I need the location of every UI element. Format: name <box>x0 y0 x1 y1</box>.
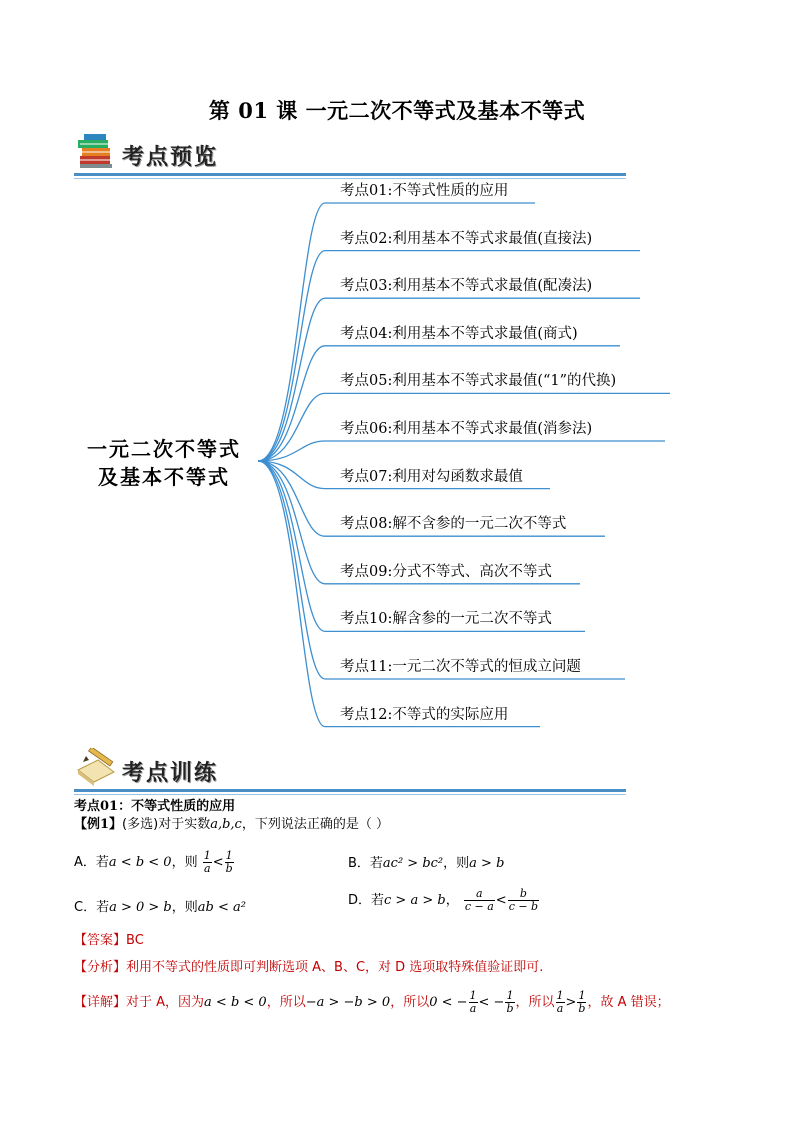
mindmap-branch <box>258 461 585 631</box>
mindmap-item: 考点08:解不含参的一元二次不等式 <box>340 516 567 533</box>
answer-line <box>74 932 144 950</box>
mindmap-item: 考点12:不等式的实际应用 <box>340 706 509 723</box>
option-b: B．若ac² > bc²，则a > b <box>348 856 505 871</box>
mindmap-item: 考点09:分式不等式、高次不等式 <box>340 563 552 580</box>
example-stem-post: ，下列说法正确的是（ ） <box>241 817 389 832</box>
option-c: C．若a > 0 > b，则ab < a² <box>74 900 246 915</box>
analysis-line <box>74 959 543 977</box>
option-a: A．若a < b < 0，则 $\frac{1}{a}$ < $\frac{1}{b}$ <box>74 849 233 875</box>
mindmap-item: 考点10:解含参的一元二次不等式 <box>340 611 552 628</box>
example-tag: 【例1】 <box>74 817 123 832</box>
mindmap-item: 考点03:利用基本不等式求最值(配凑法) <box>340 278 593 295</box>
option-d: D．若c > a > b， $\frac{a}{c - a}$ < $\frac{b}{c - b}$ <box>348 887 539 913</box>
mindmap-root-line1: 一元二次不等式 <box>87 437 241 461</box>
example-type: (多选) <box>122 817 159 832</box>
page-title: 第 01 课 一元二次不等式及基本不等式 <box>208 98 586 123</box>
section-rule-thin <box>74 794 626 795</box>
mindmap-item: 考点07:利用对勾函数求最值 <box>340 468 523 485</box>
topic-heading: 考点01：不等式性质的应用 <box>74 799 236 814</box>
mindmap-root-line2: 及基本不等式 <box>98 465 230 489</box>
mindmap-item: 考点05:利用基本不等式求最值(“1”的代换) <box>340 373 617 390</box>
section-rule <box>74 789 626 792</box>
mindmap-item: 考点01:不等式性质的应用 <box>340 183 509 199</box>
section-header-training <box>74 748 626 792</box>
answer-text: BC <box>126 933 144 948</box>
section-label: 考点预览 <box>122 145 219 170</box>
mindmap-root <box>74 435 254 491</box>
analysis-tag: 【分析】 <box>74 960 127 975</box>
detail-line: 【详解】对于 A，因为a < b < 0，所以−a > −b > 0，所以0 < − $\frac{1}{a}$ < − $\frac{1}{b}$ ，所以 $\frac{1}{a}$ > $\frac{1}{b}$ ，故 A 错误； <box>74 989 670 1015</box>
pencil-paper-icon <box>74 748 118 788</box>
detail-tag: 【详解】 <box>74 995 127 1010</box>
mindmap-item: 考点04:利用基本不等式求最值(商式) <box>340 325 578 342</box>
mindmap-branch <box>258 441 665 461</box>
section-label: 考点训练 <box>122 761 219 786</box>
mindmap-item: 考点02:利用基本不等式求最值(直接法) <box>340 230 593 247</box>
example-stem <box>74 816 389 834</box>
example-stem-pre: 对于实数 <box>158 817 211 832</box>
example-vars: a,b,c <box>210 817 242 832</box>
answer-tag: 【答案】 <box>74 933 127 948</box>
analysis-text: 利用不等式的性质即可判断选项 A、B、C，对 D 选项取特殊值验证即可. <box>126 960 544 975</box>
mindmap-item: 考点06:利用基本不等式求最值(消参法) <box>340 421 593 437</box>
mindmap-item: 考点11:一元二次不等式的恒成立问题 <box>340 659 581 675</box>
